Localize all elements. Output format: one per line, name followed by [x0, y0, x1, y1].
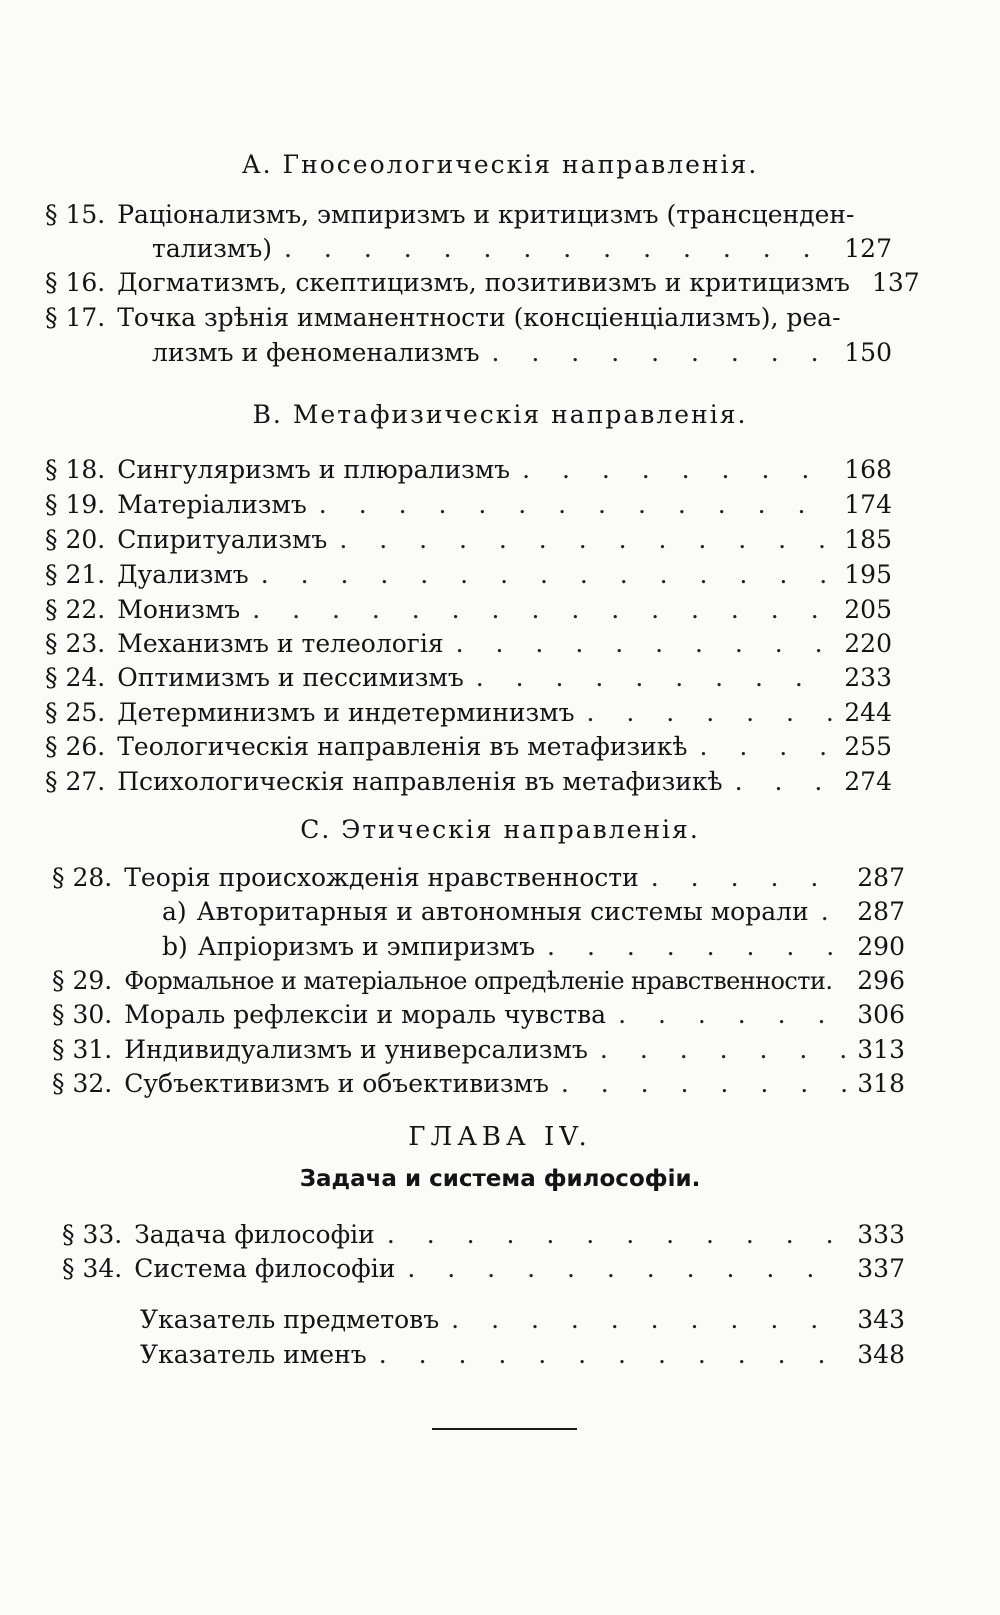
toc-entry-18[interactable]: [45, 455, 892, 484]
leader-dots: [600, 1035, 847, 1064]
toc-entry-24[interactable]: [45, 663, 892, 692]
entry-page: 348: [857, 1340, 905, 1369]
toc-entry-23[interactable]: [45, 629, 892, 658]
entry-number: § 16.: [45, 268, 106, 297]
leader-dots: [476, 663, 835, 692]
entry-title: Субъективизмъ и объективизмъ: [124, 1069, 549, 1098]
toc-entry-31[interactable]: [52, 1035, 905, 1064]
entry-page: 318: [857, 1069, 905, 1098]
entry-number: § 24.: [45, 663, 106, 692]
entry-title: Оптимизмъ и пессимизмъ: [117, 663, 464, 692]
toc-entry-33[interactable]: [62, 1220, 905, 1249]
toc-entry-21[interactable]: [45, 560, 892, 589]
entry-page: 174: [844, 490, 892, 519]
toc-entry-17-cont[interactable]: [152, 338, 892, 367]
entry-title: Точка зрѣнія имманентности (консціенціализмъ), реа-: [117, 303, 841, 332]
toc-entry-29[interactable]: [52, 966, 905, 995]
entry-title: Матеріализмъ: [117, 490, 307, 519]
entry-number: § 19.: [45, 490, 106, 519]
entry-title: Монизмъ: [117, 595, 241, 624]
toc-entry-subject-index[interactable]: [140, 1305, 905, 1334]
entry-title: Указатель именъ: [140, 1340, 367, 1369]
leader-dots: [587, 698, 835, 727]
entry-title: Догматизмъ, скептицизмъ, позитивизмъ и критицизмъ: [117, 268, 850, 297]
leader-dots: [651, 863, 848, 892]
toc-entry-32[interactable]: [52, 1069, 905, 1098]
toc-entry-17[interactable]: [45, 303, 841, 332]
entry-title: Мораль рефлексіи и мораль чувства: [124, 1000, 607, 1029]
entry-page: 306: [857, 1000, 905, 1029]
toc-entry-27[interactable]: [45, 767, 892, 796]
subentry-letter: b): [162, 932, 188, 961]
toc-entry-25[interactable]: [45, 698, 892, 727]
toc-entry-16[interactable]: [45, 268, 920, 297]
leader-dots: [339, 525, 834, 554]
entry-title: Формальное и матеріальное опредѣленіе нравственности.: [124, 967, 833, 995]
end-rule: [432, 1428, 577, 1430]
entry-title: Раціонализмъ, эмпиризмъ и критицизмъ (трансценден-: [117, 200, 855, 229]
toc-entry-19[interactable]: [45, 490, 892, 519]
entry-title: Теологическія направленія въ метафизикѣ: [117, 732, 688, 761]
entry-page: 220: [844, 629, 892, 658]
leader-dots: [735, 767, 835, 796]
entry-page: 195: [844, 560, 892, 589]
entry-title: Психологическія направленія въ метафизикѣ: [117, 767, 723, 796]
entry-number: § 15.: [45, 200, 106, 229]
leader-dots: [522, 455, 834, 484]
entry-title: Дуализмъ: [117, 560, 249, 589]
entry-page: 244: [844, 698, 892, 727]
toc-entry-28[interactable]: [52, 863, 905, 892]
subentry-letter: a): [162, 897, 187, 926]
entry-page: 137: [871, 268, 920, 297]
entry-title: Детерминизмъ и индетерминизмъ: [117, 698, 575, 727]
leader-dots: [252, 595, 834, 624]
entry-number: § 27.: [45, 767, 106, 796]
toc-entry-28a[interactable]: [162, 897, 905, 926]
toc-entry-20[interactable]: [45, 525, 892, 554]
entry-title: Индивидуализмъ и универсализмъ: [124, 1035, 588, 1064]
leader-dots: [284, 234, 834, 263]
entry-page: 296: [857, 966, 905, 995]
entry-number: § 34.: [62, 1254, 123, 1283]
toc-entry-22[interactable]: [45, 595, 892, 624]
entry-page: 337: [857, 1254, 905, 1283]
entry-number: § 30.: [52, 1000, 113, 1029]
entry-page: 313: [857, 1035, 905, 1064]
entry-number: § 31.: [52, 1035, 113, 1064]
entry-page: 333: [857, 1220, 905, 1249]
leader-dots: [261, 560, 835, 589]
leader-dots: [319, 490, 834, 519]
entry-page: 127: [844, 234, 892, 263]
leader-dots: [561, 1069, 847, 1098]
toc-entry-34[interactable]: [62, 1254, 905, 1283]
entry-page: 274: [844, 767, 892, 796]
entry-number: § 23.: [45, 629, 106, 658]
entry-number: § 21.: [45, 560, 106, 589]
entry-number: § 25.: [45, 698, 106, 727]
entry-page: 255: [844, 732, 892, 761]
entry-number: § 32.: [52, 1069, 113, 1098]
section-heading-b: В. Метафизическія направленія.: [252, 400, 748, 429]
leader-dots: [387, 1220, 847, 1249]
entry-title: Указатель предметовъ: [140, 1305, 440, 1334]
toc-entry-15[interactable]: [45, 200, 855, 229]
entry-page: 168: [844, 455, 892, 484]
entry-page: 287: [857, 897, 905, 926]
entry-number: § 33.: [62, 1220, 123, 1249]
chapter-title: Задача и система философіи.: [299, 1166, 701, 1192]
section-heading-a: А. Гносеологическія направленія.: [241, 150, 759, 179]
entry-number: § 20.: [45, 525, 106, 554]
leader-dots: [451, 1305, 847, 1334]
entry-title: Система философіи: [134, 1254, 396, 1283]
entry-title: Спиритуализмъ: [117, 525, 328, 554]
entry-page: 185: [844, 525, 892, 554]
entry-number: § 22.: [45, 595, 106, 624]
entry-number: § 26.: [45, 732, 106, 761]
section-heading-c: С. Этическія направленія.: [300, 815, 700, 844]
entry-number: § 17.: [45, 303, 106, 332]
entry-page: 205: [844, 595, 892, 624]
entry-number: § 18.: [45, 455, 106, 484]
entry-page: 150: [844, 338, 892, 367]
entry-title: Апріоризмъ и эмпиризмъ: [197, 932, 536, 961]
entry-title: Сингуляризмъ и плюрализмъ: [117, 455, 511, 484]
leader-dots: [456, 629, 835, 658]
entry-title-cont: тализмъ): [152, 234, 273, 263]
toc-entry-26[interactable]: [45, 732, 892, 761]
entry-title: Авторитарныя и автономныя системы морали: [196, 897, 809, 926]
leader-dots: [547, 932, 847, 961]
entry-page: 343: [857, 1305, 905, 1334]
entry-title-cont: лизмъ и феноменализмъ: [152, 338, 480, 367]
chapter-label: ГЛАВА IV.: [408, 1122, 592, 1152]
leader-dots: [379, 1340, 848, 1369]
toc-entry-28b[interactable]: [162, 932, 905, 961]
leader-dots: [700, 732, 835, 761]
toc-entry-15-cont[interactable]: [152, 234, 892, 263]
entry-title: Теорія происхожденія нравственности: [124, 863, 639, 892]
leader-dots: [407, 1254, 847, 1283]
entry-number: § 28.: [52, 863, 113, 892]
leader-dots: [821, 897, 848, 926]
entry-page: 287: [857, 863, 905, 892]
toc-entry-name-index[interactable]: [140, 1340, 905, 1369]
entry-page: 233: [844, 663, 892, 692]
toc-entry-30[interactable]: [52, 1000, 905, 1029]
leader-dots: [492, 338, 835, 367]
entry-page: 290: [857, 932, 905, 961]
entry-title: Задача философіи: [134, 1220, 375, 1249]
leader-dots: [618, 1000, 847, 1029]
entry-number: § 29.: [52, 966, 113, 995]
entry-title: Механизмъ и телеологія: [117, 629, 444, 658]
